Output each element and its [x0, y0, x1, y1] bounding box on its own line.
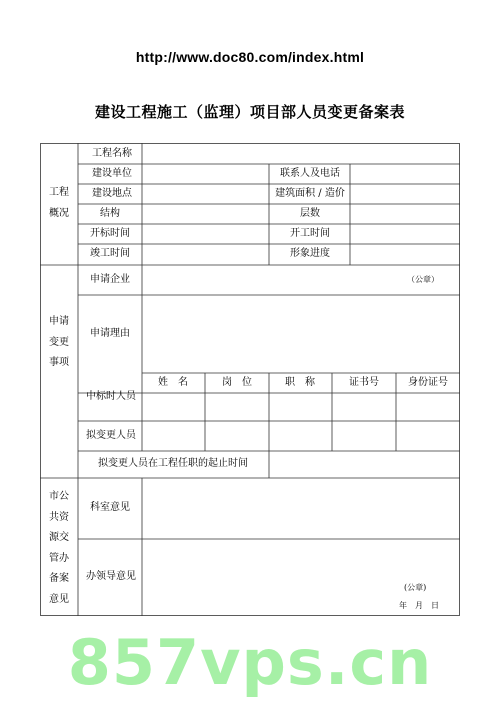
label-tenure: 拟变更人员在工程任职的起止时间	[98, 458, 248, 469]
label-dept-opinion: 科室意见	[90, 502, 130, 513]
label-completion-time: 竣工时间	[90, 248, 130, 259]
label-progress: 形象进度	[290, 248, 330, 259]
label-reason: 申请理由	[90, 328, 130, 339]
label-start-time: 开工时间	[290, 228, 330, 239]
section-label-overview: 工程概况	[49, 187, 69, 219]
stamp-note-company: （公章）	[407, 275, 439, 284]
label-bid-staff: 中标时人员	[86, 391, 136, 402]
label-contact-phone: 联系人及电话	[280, 168, 340, 179]
col-header-cert: 证书号	[349, 377, 379, 388]
stamp-note-office: (公章)	[404, 583, 427, 592]
document-url: http://www.doc80.com/index.html	[135, 49, 365, 65]
section-label-change: 申请变更事项	[49, 316, 69, 368]
col-header-post: 岗 位	[222, 377, 252, 388]
record-form-table	[40, 143, 460, 616]
site-watermark: 857vps.cn	[67, 626, 433, 699]
form-title: 建设工程施工（监理）项目部人员变更备案表	[94, 103, 405, 121]
label-bid-open-time: 开标时间	[90, 228, 130, 239]
label-structure: 结构	[100, 208, 120, 219]
col-header-id: 身份证号	[408, 377, 448, 388]
label-new-staff: 拟变更人员	[86, 430, 136, 441]
section-label-opinion: 市公共资源交管办备案意见	[49, 491, 69, 605]
label-project-name: 工程名称	[92, 148, 132, 159]
date-placeholder: 年 月 日	[399, 601, 439, 610]
label-leader-opinion: 办领导意见	[86, 571, 136, 582]
label-builder-unit: 建设单位	[92, 168, 132, 179]
label-build-location: 建设地点	[92, 188, 132, 199]
col-header-title: 职 称	[285, 377, 315, 388]
label-applicant-company: 申请企业	[90, 274, 130, 285]
col-header-name: 姓 名	[158, 377, 188, 388]
label-floors: 层数	[300, 208, 320, 219]
label-area-cost: 建筑面积 / 造价	[275, 188, 345, 199]
